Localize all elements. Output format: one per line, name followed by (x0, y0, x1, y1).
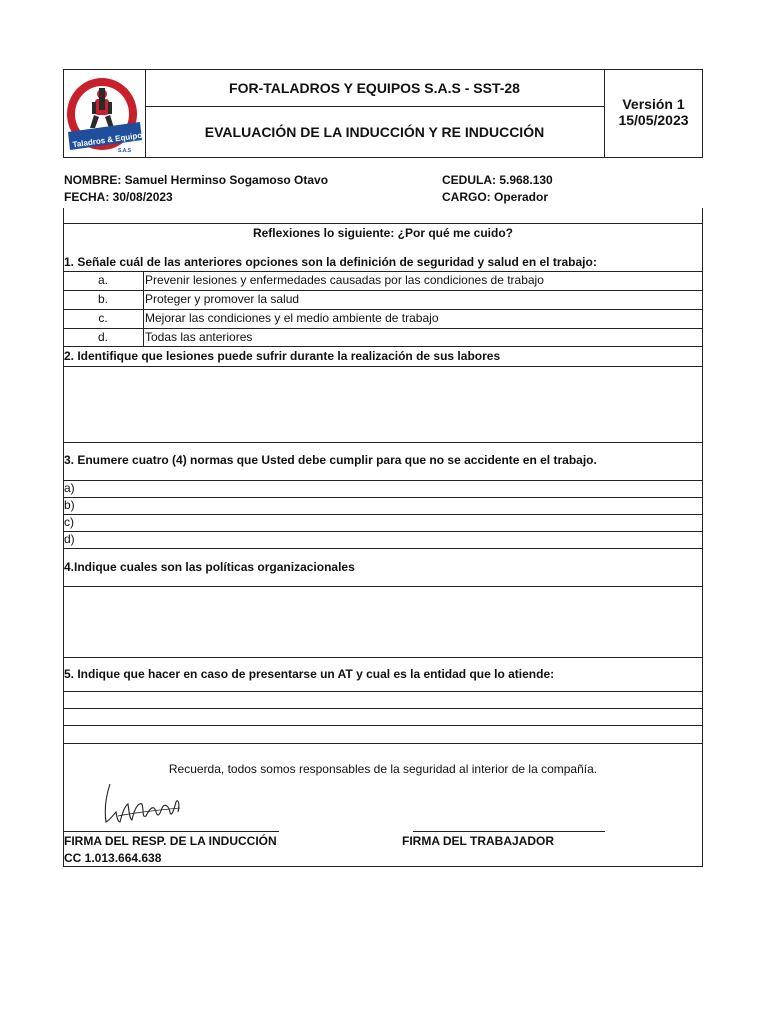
divider (63, 309, 703, 310)
question-4: 4.Indique cuales son las políticas organizacionales (64, 560, 355, 574)
option-a-letter: a. (97, 273, 108, 287)
option-c-text: Mejorar las condiciones y el medio ambiente de trabajo (145, 311, 439, 325)
nombre-field: NOMBRE: Samuel Herminso Sogamoso Otavo (64, 173, 329, 187)
divider (63, 725, 703, 726)
answer-3c-label: c) (64, 515, 74, 529)
question-1: 1. Señale cuál de las anteriores opciones son la definición de seguridad y salud en el trabajo: (64, 255, 597, 269)
answer-4-field[interactable] (64, 587, 702, 656)
divider (63, 691, 703, 692)
divider (63, 531, 703, 532)
logo-subtext: S.A.S (118, 148, 132, 154)
divider (63, 743, 703, 744)
option-d-text: Todas las anteriores (145, 330, 253, 344)
cedula-field: CEDULA: 5.968.130 (442, 173, 553, 187)
option-column-divider (143, 271, 144, 346)
question-3: 3. Enumere cuatro (4) normas que Usted debe cumplir para que no se accidente en el trabajo. (64, 453, 597, 467)
fecha-field: FECHA: 30/08/2023 (64, 190, 173, 204)
resp-signature-label: FIRMA DEL RESP. DE LA INDUCCIÓN (64, 834, 277, 848)
document-title: EVALUACIÓN DE LA INDUCCIÓN Y RE INDUCCIÓN (145, 107, 605, 157)
divider (63, 708, 703, 709)
question-5: 5. Indique que hacer en caso de presentarse un AT y cual es la entidad que lo atiende: (64, 667, 555, 681)
company-code: FOR-TALADROS Y EQUIPOS S.A.S - SST-28 (145, 70, 605, 107)
answer-3a-label: a) (64, 481, 75, 495)
version-block (605, 70, 702, 157)
divider (63, 271, 703, 272)
divider (63, 514, 703, 515)
divider (63, 548, 703, 549)
option-c-letter: c. (98, 311, 108, 325)
safety-reminder: Recuerda, todos somos responsables de la seguridad al interior de la compañía. (168, 762, 598, 776)
divider (63, 328, 703, 329)
cargo-field: CARGO: Operador (442, 190, 549, 204)
answer-2-field[interactable] (64, 367, 702, 441)
worker-signature-label: FIRMA DEL TRABAJADOR (402, 834, 554, 848)
company-logo (64, 70, 146, 157)
form-intro: Reflexiones lo siguiente: ¿Por qué me cuido? (252, 226, 514, 240)
version-date: 15/05/2023 (618, 112, 689, 128)
option-b-letter: b. (97, 292, 108, 306)
option-b-text: Proteger y promover la salud (145, 292, 300, 306)
divider (63, 442, 703, 443)
signature-image (98, 782, 182, 828)
worker-signature-line (413, 831, 605, 832)
resp-signature-line (64, 831, 279, 832)
logo-text: Taladros & Equipos (72, 130, 145, 150)
resp-cc: CC 1.013.664.638 (64, 851, 162, 865)
divider (63, 480, 703, 481)
divider (63, 657, 703, 658)
document-header (63, 69, 703, 158)
answer-3b-label: b) (64, 498, 75, 512)
option-d-letter: d. (97, 330, 108, 344)
divider (63, 497, 703, 498)
version-label: Versión 1 (622, 96, 685, 112)
frame-tick-left (63, 208, 64, 223)
question-2: 2. Identifique que lesiones puede sufrir durante la realización de sus labores (64, 349, 501, 363)
divider (63, 290, 703, 291)
answer-3d-label: d) (64, 532, 75, 546)
option-a-text: Prevenir lesiones y enfermedades causadas por las condiciones de trabajo (145, 273, 544, 287)
divider (63, 346, 703, 347)
frame-tick-right (702, 208, 703, 223)
logo-graphic (64, 70, 145, 157)
